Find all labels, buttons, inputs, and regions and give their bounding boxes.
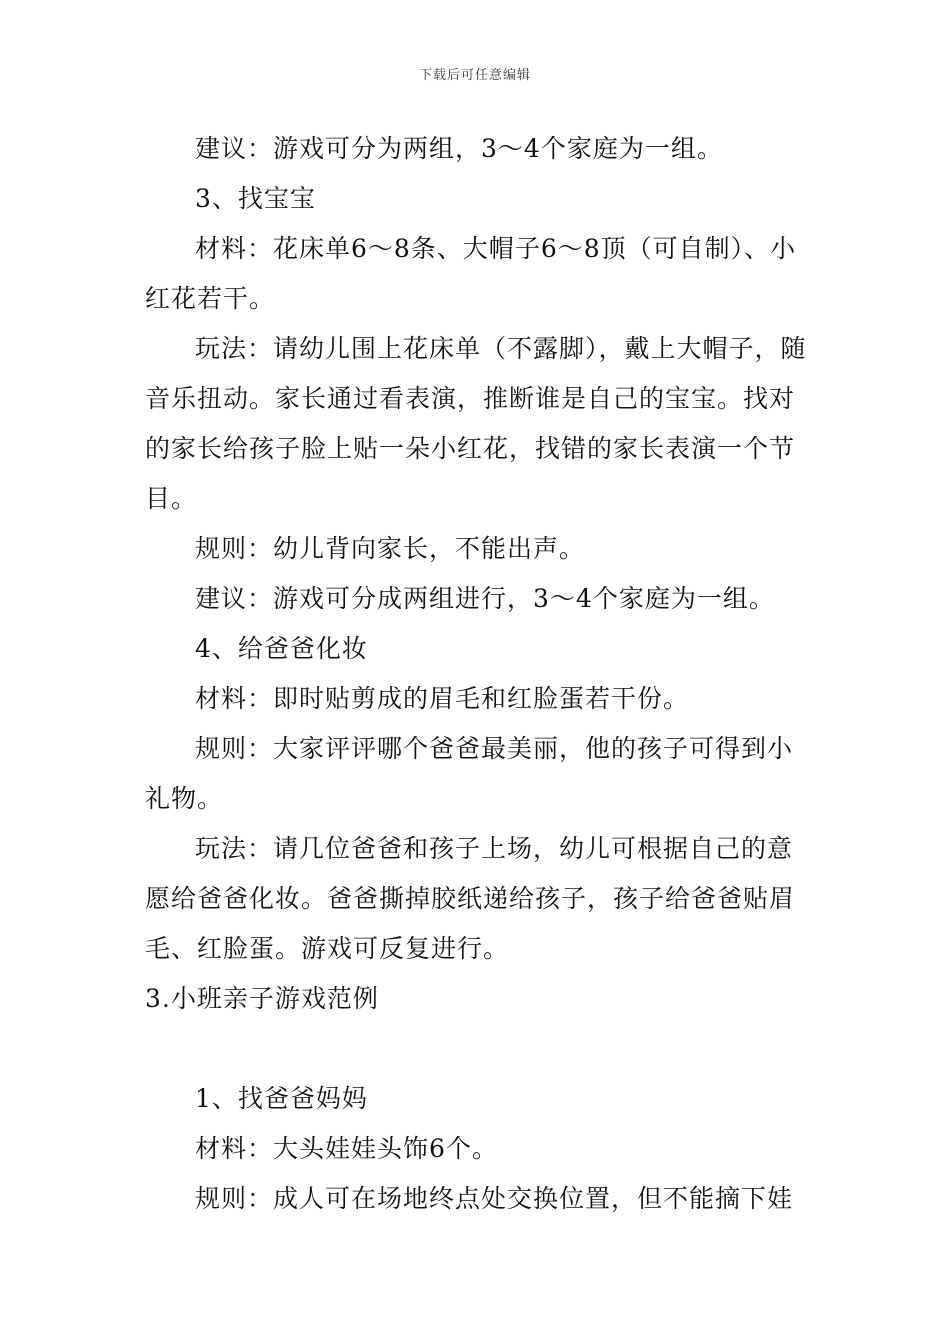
paragraph-rules-2: 规则：大家评评哪个爸爸最美丽，他的孩子可得到小礼物。 bbox=[145, 734, 794, 813]
paragraph-gameplay-2: 玩法：请几位爸爸和孩子上场，幼儿可根据自己的意愿给爸爸化妆。爸爸撕掉胶纸递给孩子，孩子给爸爸贴眉毛、红脸蛋。游戏可反复进行。 bbox=[145, 834, 796, 963]
paragraph-suggestion-1: 建议：游戏可分为两组，3～4个家庭为一组。 bbox=[195, 134, 723, 163]
section-heading-find-parents: 1、找爸爸妈妈 bbox=[195, 1084, 368, 1113]
section-heading-dad-makeup: 4、给爸爸化妆 bbox=[195, 634, 368, 663]
paragraph-suggestion-2: 建议：游戏可分成两组进行，3～4个家庭为一组。 bbox=[195, 584, 775, 613]
chapter-heading: 3.小班亲子游戏范例 bbox=[145, 984, 379, 1013]
paragraph-gameplay-1: 玩法：请幼儿围上花床单（不露脚），戴上大帽子，随音乐扭动。家长通过看表演，推断谁是自己的宝宝。找对的家长给孩子脸上贴一朵小红花，找错的家长表演一个节目。 bbox=[145, 334, 807, 513]
blank-line bbox=[145, 1024, 807, 1074]
section-heading-find-baby: 3、找宝宝 bbox=[195, 184, 316, 213]
header-note: 下载后可任意编辑 bbox=[418, 68, 531, 83]
document-body bbox=[145, 124, 807, 1224]
paragraph-materials-3: 材料：大头娃娃头饰6个。 bbox=[195, 1134, 498, 1163]
paragraph-materials-1: 材料：花床单6～8条、大帽子6～8顶（可自制）、小红花若干。 bbox=[145, 234, 797, 313]
paragraph-materials-2: 材料：即时贴剪成的眉毛和红脸蛋若干份。 bbox=[195, 684, 690, 713]
paragraph-rules-1: 规则：幼儿背向家长，不能出声。 bbox=[195, 534, 586, 563]
paragraph-rules-3: 规则：成人可在场地终点处交换位置，但不能摘下娃 bbox=[195, 1184, 794, 1213]
